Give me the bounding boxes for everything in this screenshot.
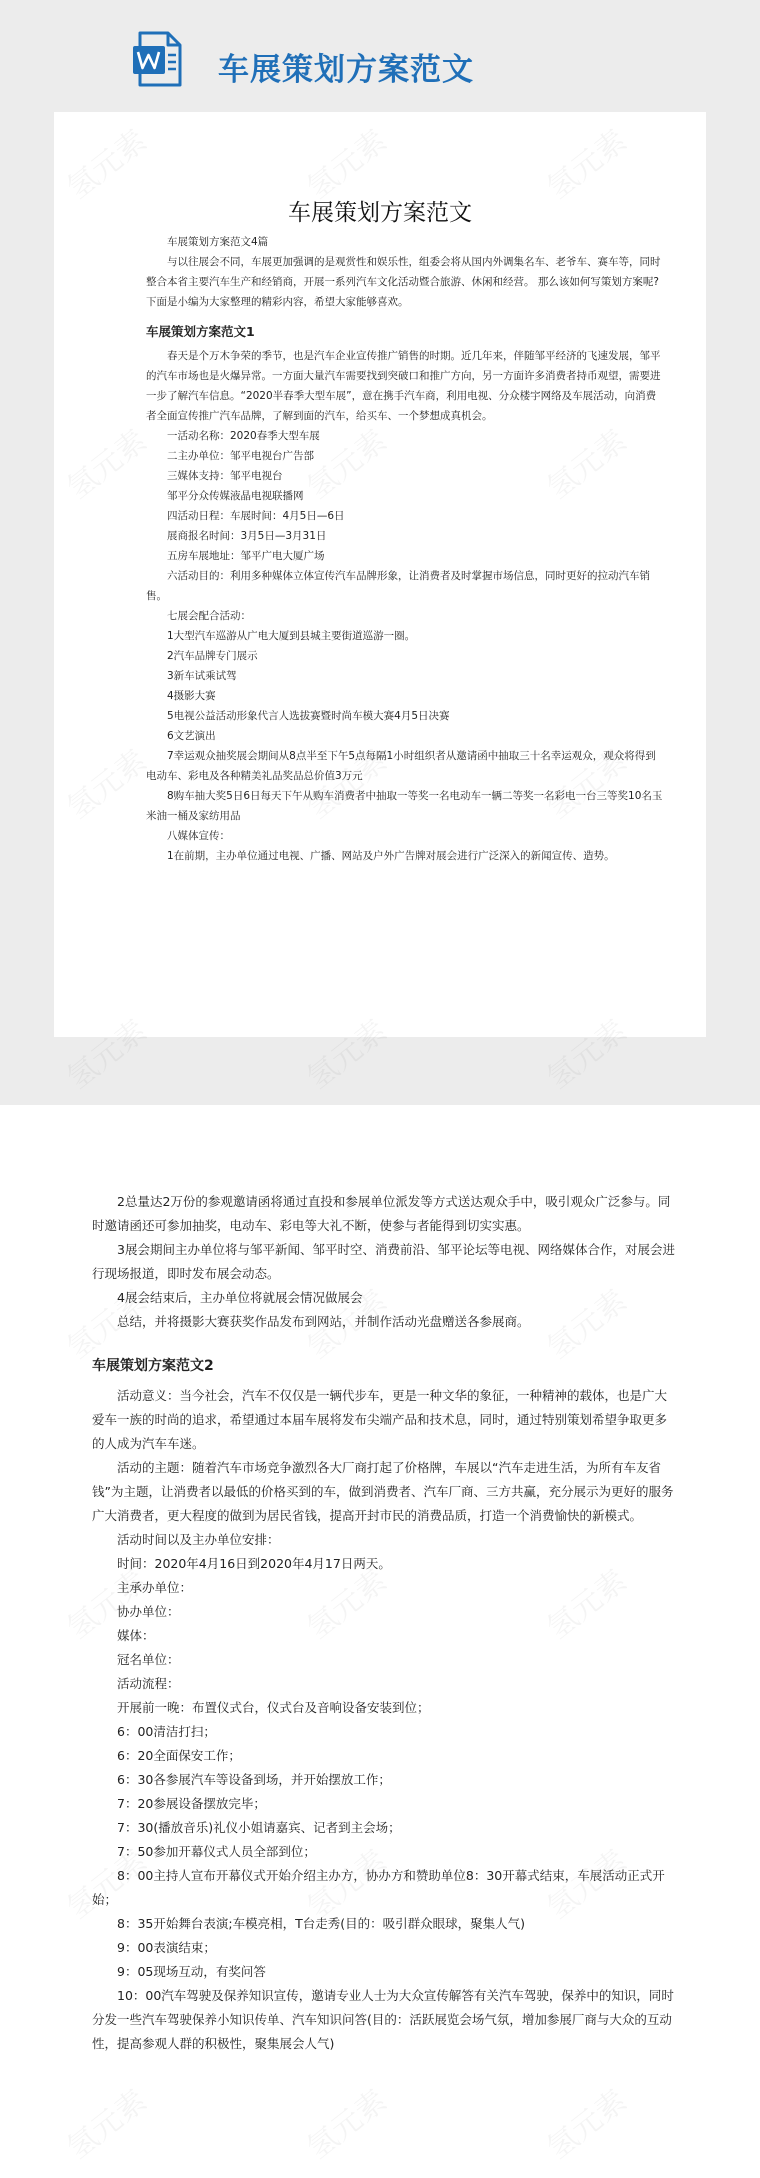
paragraph: 开展前一晚：布置仪式台，仪式台及音响设备安装到位；	[117, 1700, 430, 1715]
paragraph: 协办单位：	[117, 1604, 180, 1619]
paragraph: 总结，并将摄影大赛获奖作品发布到网站，并制作活动光盘赠送各参展商。	[117, 1314, 530, 1329]
paragraph: 二主办单位：邹平电视台广告部	[167, 450, 314, 462]
paragraph: 1在前期，主办单位通过电视、广播、网站及户外广告牌对展会进行广泛深入的新闻宣传、造势。	[167, 850, 615, 862]
paragraph: 冠名单位：	[117, 1652, 180, 1667]
paragraph: 一活动名称：2020春季大型车展	[167, 430, 320, 442]
paragraph: 5电视公益活动形象代言人选拔赛暨时尚车模大赛4月5日决赛	[167, 710, 450, 722]
paragraph: 7：20参展设备摆放完毕；	[117, 1796, 266, 1811]
page-1-body	[146, 232, 664, 866]
paragraph: 10：00汽车驾驶及保养知识宣传，邀请专业人士为大众宣传解答有关汽车驾驶，保养中的知识，同时分发一些汽车驾驶保养小知识传单、汽车知识问答(目的：活跃展览会场气氛，增加参展厂商与大众的互动性，提高参观人群的积极性，聚集展会人气)	[92, 1988, 674, 2051]
paragraph: 活动的主题：随着汽车市场竞争激烈各大厂商打起了价格牌，车展以“汽车走进生活，为所有车友省钱”为主题，让消费者以最低的价格买到的车，做到消费者、汽车厂商、三方共赢，充分展示为更好的服务广大消费者，更大程度的做到为居民省钱，提高开封市民的消费品质，打造一个消费愉快的新模式。	[92, 1460, 674, 1523]
paragraph: 五房车展地址：邹平广电大厦广场	[167, 550, 325, 562]
paragraph: 1大型汽车巡游从广电大厦到县城主要街道巡游一圈。	[167, 630, 416, 642]
paragraph: 7幸运观众抽奖展会期间从8点半至下午5点每隔1小时组织者从邀请函中抽取三十名幸运观众，观众将得到电动车、彩电及各种精美礼品奖品总价值3万元	[146, 750, 656, 782]
paragraph: 媒体：	[117, 1628, 155, 1643]
paragraph: 6：00清洁打扫；	[117, 1724, 216, 1739]
paragraph: 展商报名时间：3月5日—3月31日	[167, 530, 327, 542]
paragraph: 车展策划方案范文4篇	[167, 236, 269, 248]
paragraph: 活动意义：当今社会，汽车不仅仅是一辆代步车，更是一种文华的象征，一种精神的载体，也是广大爱车一族的时尚的追求，希望通过本届车展将发布尖端产品和技术息，同时，通过特别策划希望争取更多的人成为汽车车迷。	[92, 1388, 668, 1451]
paragraph: 邹平分众传媒液晶电视联播网	[167, 490, 304, 502]
document-page-2	[0, 1105, 760, 2178]
paragraph: 3新车试乘试驾	[167, 670, 237, 682]
paragraph: 3展会期间主办单位将与邹平新闻、邹平时空、消费前沿、邹平论坛等电视、网络媒体合作，对展会进行现场报道，即时发布展会动态。	[92, 1242, 675, 1281]
paragraph: 8购车抽大奖5日6日每天下午从购车消费者中抽取一等奖一名电动车一辆二等奖一名彩电一台三等奖10名玉米油一桶及家纺用品	[146, 790, 663, 822]
paragraph: 时间：2020年4月16日到2020年4月17日两天。	[117, 1556, 391, 1571]
paragraph: 八媒体宣传：	[167, 830, 230, 842]
paragraph: 8：00主持人宣布开幕仪式开始介绍主办方，协办方和赞助单位8：30开幕式结束，车展活动正式开始；	[92, 1868, 665, 1907]
paragraph: 主承办单位：	[117, 1580, 193, 1595]
paragraph: 2总量达2万份的参观邀请函将通过直投和参展单位派发等方式送达观众手中，吸引观众广泛参与。同时邀请函还可参加抽奖，电动车、彩电等大礼不断，使参与者能得到切实实惠。	[92, 1194, 671, 1233]
word-document-icon	[132, 30, 184, 88]
paragraph: 6文艺演出	[167, 730, 216, 742]
page-2-body	[92, 1190, 678, 2056]
paragraph: 9：05现场互动，有奖问答	[117, 1964, 266, 1979]
paragraph: 8：35开始舞台表演;车模亮相，T台走秀(目的：吸引群众眼球，聚集人气)	[117, 1916, 525, 1931]
paragraph: 三媒体支持：邹平电视台	[167, 470, 283, 482]
paragraph: 活动时间以及主办单位安排：	[117, 1532, 280, 1547]
paragraph: 活动流程：	[117, 1676, 180, 1691]
document-title: 车展策划方案范文	[288, 200, 472, 226]
paragraph: 六活动目的：利用多种媒体立体宣传汽车品牌形象，让消费者及时掌握市场信息，同时更好的拉动汽车销售。	[146, 570, 650, 602]
paragraph: 春天是个万木争荣的季节，也是汽车企业宣传推广销售的时期。近几年来，伴随邹平经济的飞速发展，邹平的汽车市场也是火爆异常。一方面大量汽车需要找到突破口和推广方向，另一方面许多消费者持币观望，需要进一步了解汽车信息。“2020半春季大型车展”，意在携手汽车商，利用电视、分众楼宇网络及车展活动，向消费者全面宣传推广汽车品牌，了解到面的汽车，给买车、一个梦想成真机会。	[146, 350, 661, 422]
section-heading: 车展策划方案范文2	[92, 1358, 214, 1374]
paragraph: 与以往展会不同，车展更加强调的是观赏性和娱乐性，组委会将从国内外调集名车、老爷车、赛车等，同时整合本省主要汽车生产和经销商，开展一系列汽车文化活动暨合旅游、休闲和经营。 那么该如何写策划方案呢?下面是小编为大家整理的精彩内容，希望大家能够喜欢。	[146, 256, 661, 308]
paragraph: 2汽车品牌专门展示	[167, 650, 258, 662]
paragraph: 6：20全面保安工作；	[117, 1748, 241, 1763]
document-page-1	[54, 112, 706, 1037]
paragraph: 7：30(播放音乐)礼仪小姐请嘉宾、记者到主会场；	[117, 1820, 401, 1835]
header-title: 车展策划方案范文	[218, 52, 474, 88]
paragraph: 4摄影大赛	[167, 690, 216, 702]
paragraph: 7：50参加开幕仪式人员全部到位；	[117, 1844, 316, 1859]
paragraph: 6：30各参展汽车等设备到场，并开始摆放工作；	[117, 1772, 391, 1787]
spacer	[92, 1334, 678, 1344]
header-banner	[0, 0, 760, 112]
paragraph: 四活动日程：车展时间：4月5日—6日	[167, 510, 345, 522]
paragraph: 4展会结束后，主办单位将就展会情况做展会	[117, 1290, 363, 1305]
section-heading: 车展策划方案范文1	[146, 324, 255, 339]
paragraph: 9：00表演结束；	[117, 1940, 216, 1955]
paragraph: 七展会配合活动：	[167, 610, 251, 622]
